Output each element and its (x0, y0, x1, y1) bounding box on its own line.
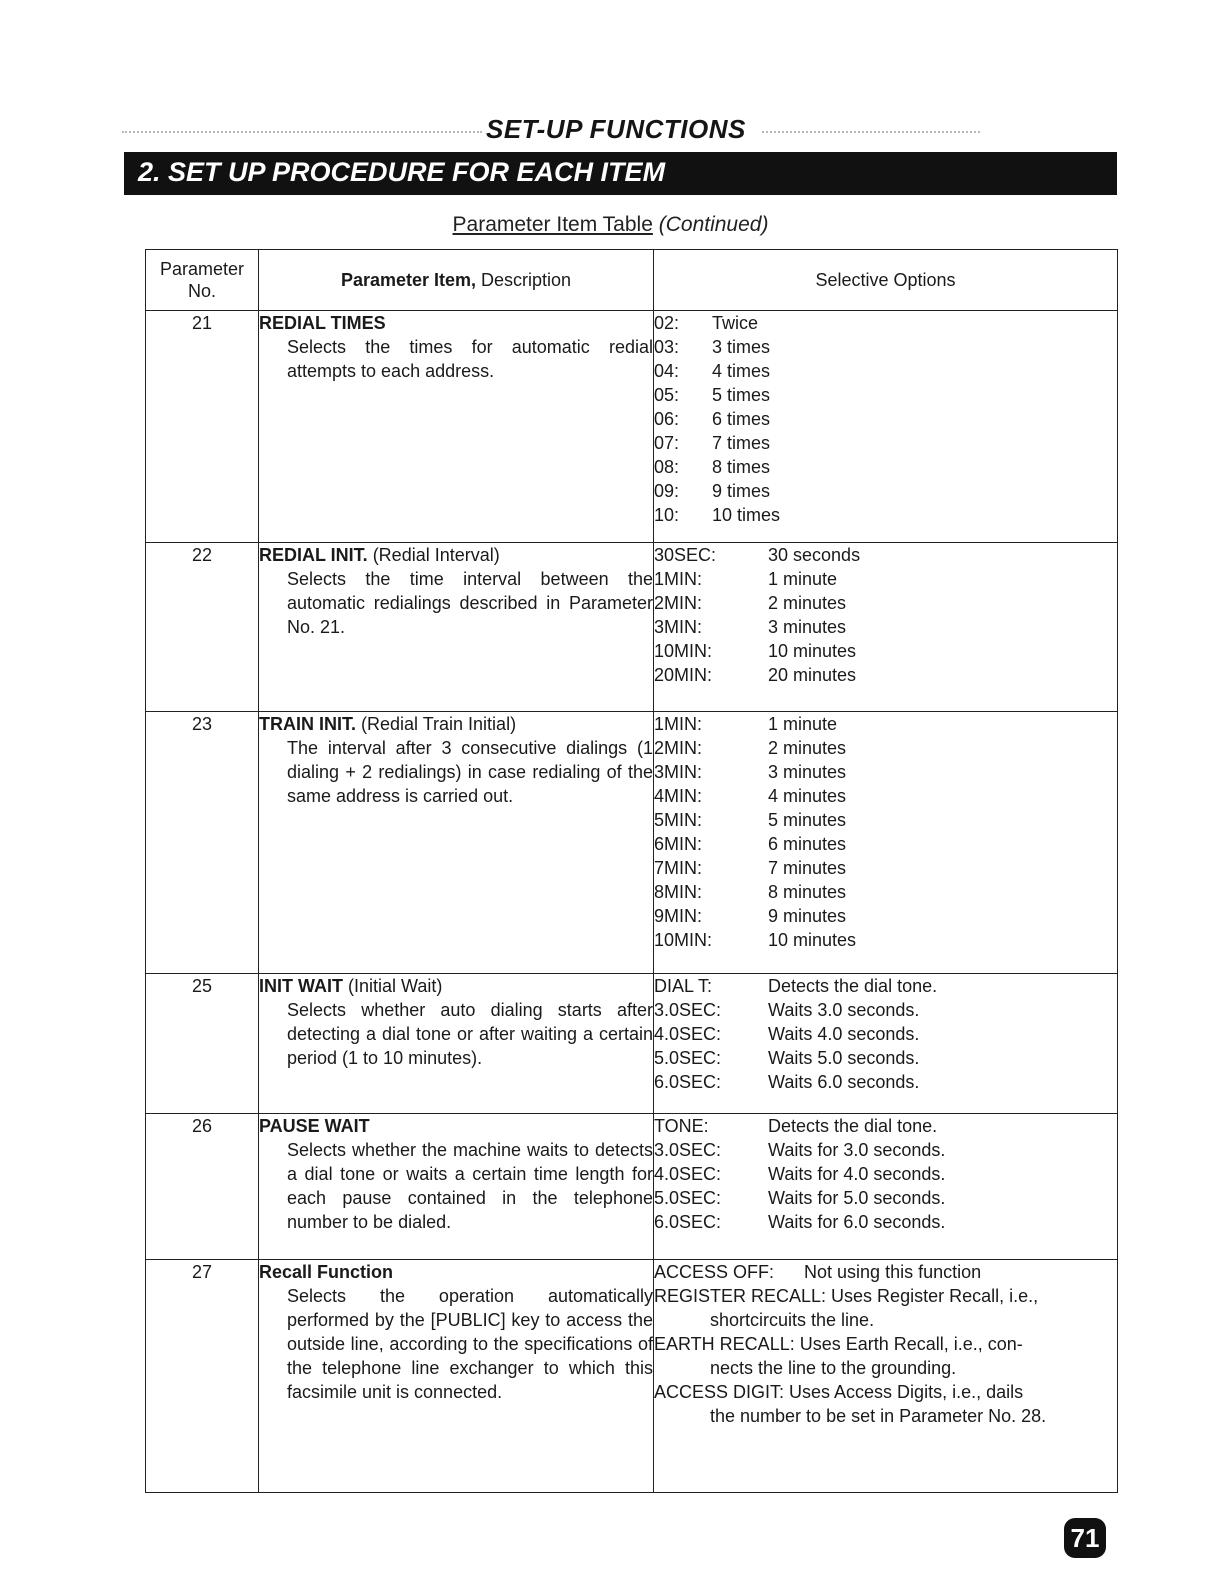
option-code: 1MIN: (654, 569, 703, 589)
title-bar (124, 152, 1117, 195)
option-desc: Twice (712, 313, 759, 333)
option-line: EARTH RECALL: Uses Earth Recall, i.e., con- (654, 1334, 1023, 1354)
table-caption-main: Parameter Item Table (452, 213, 653, 236)
option-code: DIAL T: (654, 976, 713, 996)
option-code: 4.0SEC: (654, 1024, 722, 1044)
option-desc: Waits 6.0 seconds. (768, 1072, 920, 1092)
option-code: 09: (654, 481, 680, 501)
param-item (259, 543, 654, 712)
param-no: 23 (146, 712, 259, 974)
option-row (654, 928, 1117, 952)
section-header: SET-UP FUNCTIONS (486, 114, 746, 144)
option-row (654, 407, 1117, 431)
param-name: REDIAL INIT. (259, 545, 368, 565)
header-selective-options: Selective Options (654, 250, 1118, 311)
table-row (146, 974, 1118, 1114)
option-row (654, 1186, 1117, 1210)
param-item (259, 311, 654, 543)
table-row (146, 311, 1118, 543)
option-code: 4MIN: (654, 786, 703, 806)
option-code: 6.0SEC: (654, 1072, 722, 1092)
param-subtitle: (Initial Wait) (343, 976, 443, 996)
param-options (654, 1114, 1118, 1260)
option-code: 07: (654, 433, 680, 453)
param-no: 27 (146, 1260, 259, 1493)
header-no-line2: No. (187, 281, 216, 301)
option-desc: 4 times (712, 361, 771, 381)
option-row (654, 455, 1117, 479)
parameter-table (145, 249, 1118, 1493)
option-line: ACCESS OFF: Not using this function (654, 1262, 982, 1282)
option-row (654, 880, 1117, 904)
option-desc: 10 minutes (768, 641, 857, 661)
param-item (259, 712, 654, 974)
option-code: 6MIN: (654, 834, 703, 854)
option-code: 3.0SEC: (654, 1140, 722, 1160)
option-code: 5.0SEC: (654, 1048, 722, 1068)
param-name: PAUSE WAIT (259, 1116, 370, 1136)
param-description: The interval after 3 consecutive dialings (1 dialing + 2 redialings) in case redialing of the same address is carried out. (287, 738, 653, 806)
option-row (654, 736, 1117, 760)
option-row (654, 503, 1117, 527)
option-row (654, 832, 1117, 856)
option-code: 02: (654, 313, 680, 333)
option-row (654, 856, 1117, 880)
option-code: 30SEC: (654, 545, 717, 565)
option-line: shortcircuits the line. (710, 1310, 875, 1330)
header-parameter-item (259, 250, 654, 311)
option-row (654, 615, 1117, 639)
option-row (654, 567, 1117, 591)
option-desc: Detects the dial tone. (768, 976, 938, 996)
option-row (654, 311, 1117, 335)
option-code: 1MIN: (654, 714, 703, 734)
param-no: 22 (146, 543, 259, 712)
param-no: 25 (146, 974, 259, 1114)
option-code: 7MIN: (654, 858, 703, 878)
option-line: the number to be set in Parameter No. 28. (710, 1406, 1047, 1426)
param-name: TRAIN INIT. (259, 714, 356, 734)
option-desc: Waits 3.0 seconds. (768, 1000, 920, 1020)
option-row (654, 479, 1117, 503)
option-desc: 30 seconds (768, 545, 861, 565)
param-options (654, 311, 1118, 543)
option-code: 8MIN: (654, 882, 703, 902)
option-desc: Waits 5.0 seconds. (768, 1048, 920, 1068)
option-code: 2MIN: (654, 593, 703, 613)
option-code: 3MIN: (654, 762, 703, 782)
option-row (654, 335, 1117, 359)
param-options (654, 974, 1118, 1114)
param-no: 26 (146, 1114, 259, 1260)
option-desc: 3 minutes (768, 617, 847, 637)
option-desc: 3 times (712, 337, 771, 357)
option-row (654, 359, 1117, 383)
param-item (259, 974, 654, 1114)
param-no: 21 (146, 311, 259, 543)
option-code: TONE: (654, 1116, 709, 1136)
option-desc: 3 minutes (768, 762, 847, 782)
option-desc: 2 minutes (768, 593, 847, 613)
option-row (654, 808, 1117, 832)
option-code: 05: (654, 385, 680, 405)
table-row (146, 1114, 1118, 1260)
param-name: INIT WAIT (259, 976, 343, 996)
option-desc: Waits for 3.0 seconds. (768, 1140, 946, 1160)
option-desc: 8 minutes (768, 882, 847, 902)
table-caption-continued: (Continued) (658, 213, 769, 236)
option-line: ACCESS DIGIT: Uses Access Digits, i.e., dails (654, 1382, 1024, 1402)
page-title: 2. SET UP PROCEDURE FOR EACH ITEM (138, 157, 666, 187)
option-code: 5.0SEC: (654, 1188, 722, 1208)
option-desc: 9 minutes (768, 906, 847, 926)
param-item (259, 1260, 654, 1493)
param-subtitle: (Redial Train Initial) (356, 714, 517, 734)
option-code: 4.0SEC: (654, 1164, 722, 1184)
table-caption (0, 213, 1221, 237)
option-code: 6.0SEC: (654, 1212, 722, 1232)
option-row (654, 712, 1117, 736)
table-row (146, 543, 1118, 712)
option-desc: 1 minute (768, 569, 838, 589)
option-code: 2MIN: (654, 738, 703, 758)
option-row (654, 591, 1117, 615)
header-dotted-rule-right (762, 131, 980, 135)
option-row (654, 974, 1117, 998)
option-desc: Detects the dial tone. (768, 1116, 938, 1136)
option-desc: 2 minutes (768, 738, 847, 758)
header-dotted-rule-left (122, 131, 482, 135)
header-parameter-no (146, 250, 259, 311)
option-desc: 20 minutes (768, 665, 857, 685)
option-desc: 5 times (712, 385, 771, 405)
option-desc: 6 times (712, 409, 771, 429)
option-row (654, 1022, 1117, 1046)
option-desc: Waits for 6.0 seconds. (768, 1212, 946, 1232)
param-description: Selects the operation automatically performed by the [PUBLIC] key to access the outside line, according to the specifications of the telephone line exchanger to which this facsimile unit is connected. (287, 1286, 653, 1402)
param-subtitle: (Redial Interval) (367, 545, 500, 565)
option-row (654, 1070, 1117, 1094)
header-item-rest: Description (476, 270, 572, 290)
option-row (654, 998, 1117, 1022)
param-description: Selects whether the machine waits to detects a dial tone or waits a certain time length for each pause contained in the telephone number to be dialed. (287, 1140, 653, 1232)
option-code: 5MIN: (654, 810, 703, 830)
param-description: Selects the time interval between the automatic redialings described in Parameter No. 21. (287, 569, 653, 637)
option-row (654, 1138, 1117, 1162)
option-desc: 10 minutes (768, 930, 857, 950)
option-row (654, 1162, 1117, 1186)
option-code: 10MIN: (654, 641, 713, 661)
option-code: 04: (654, 361, 680, 381)
option-line: nects the line to the grounding. (710, 1358, 957, 1378)
table-row (146, 1260, 1118, 1493)
page-number: 71 (1064, 1518, 1106, 1558)
option-code: 08: (654, 457, 680, 477)
option-desc: 5 minutes (768, 810, 847, 830)
header-no-line1: Parameter (159, 259, 245, 279)
option-desc: Waits for 5.0 seconds. (768, 1188, 946, 1208)
param-name: Recall Function (259, 1262, 394, 1282)
table-row (146, 712, 1118, 974)
option-desc: 1 minute (768, 714, 838, 734)
option-desc: 7 times (712, 433, 771, 453)
option-line: REGISTER RECALL: Uses Register Recall, i.e., (654, 1286, 1039, 1306)
param-options (654, 712, 1118, 974)
option-row (654, 639, 1117, 663)
option-desc: 8 times (712, 457, 771, 477)
option-row (654, 431, 1117, 455)
option-desc: Waits 4.0 seconds. (768, 1024, 920, 1044)
param-item (259, 1114, 654, 1260)
param-description: Selects whether auto dialing starts after detecting a dial tone or after waiting a certain period (1 to 10 minutes). (287, 1000, 653, 1068)
table-header-row (146, 250, 1118, 311)
option-desc: 10 times (712, 505, 781, 525)
option-code: 9MIN: (654, 906, 703, 926)
option-desc: 4 minutes (768, 786, 847, 806)
option-row (654, 383, 1117, 407)
option-row (654, 784, 1117, 808)
option-row (654, 1046, 1117, 1070)
option-code: 3MIN: (654, 617, 703, 637)
option-row (654, 1210, 1117, 1234)
option-row (654, 543, 1117, 567)
option-row (654, 1114, 1117, 1138)
param-name: REDIAL TIMES (259, 313, 386, 333)
option-row (654, 904, 1117, 928)
param-options (654, 543, 1118, 712)
option-code: 10MIN: (654, 930, 713, 950)
option-desc: 7 minutes (768, 858, 847, 878)
option-row (654, 663, 1117, 687)
option-code: 20MIN: (654, 665, 713, 685)
param-options (654, 1260, 1118, 1493)
option-desc: Waits for 4.0 seconds. (768, 1164, 946, 1184)
option-code: 10: (654, 505, 680, 525)
option-code: 06: (654, 409, 680, 429)
option-code: 03: (654, 337, 680, 357)
header-item-bold: Parameter Item, (340, 270, 477, 290)
option-desc: 6 minutes (768, 834, 847, 854)
option-desc: 9 times (712, 481, 771, 501)
option-row (654, 760, 1117, 784)
option-code: 3.0SEC: (654, 1000, 722, 1020)
param-description: Selects the times for automatic redial attempts to each address. (287, 337, 653, 381)
